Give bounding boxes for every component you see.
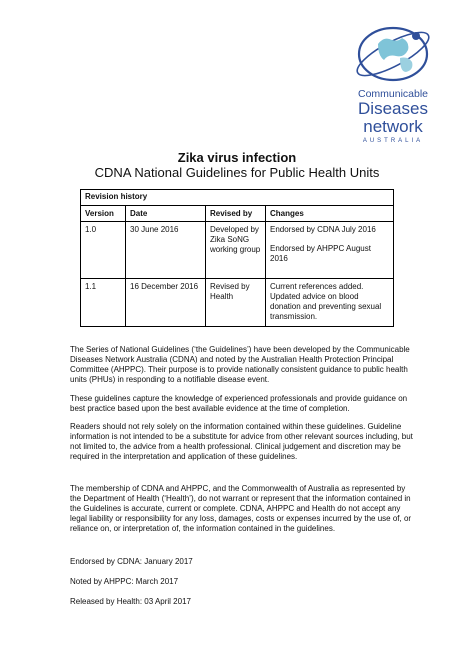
cell-version: 1.0 — [81, 222, 126, 279]
table-header-row — [81, 206, 394, 222]
change-line: Endorsed by AHPPC August 2016 — [270, 244, 371, 263]
logo-line-network: network — [363, 117, 423, 136]
change-line: Endorsed by CDNA July 2016 — [270, 225, 376, 234]
paragraph-disclaimer: The membership of CDNA and AHPPC, and the Commonwealth of Australia as represented by the Department of Health (‘Health’), do not warrant or represent that the information contained in the Guidelines is accurate, current or complete. CDNA, AHPPC and Health do not accept any legal liability or responsibility for any loss, damages, costs or expenses incurred by the use of, or reliance on, or interpretation of, the information contained in the guidelines. — [70, 484, 412, 533]
cell-version: 1.1 — [81, 279, 126, 327]
logo-line-diseases: Diseases — [358, 99, 428, 118]
cell-revised-by: Revised by Health — [206, 279, 266, 327]
cell-changes: Current references added. Updated advice on blood donation and preventing sexual transmission. — [266, 279, 394, 327]
paragraph-readers: Readers should not rely solely on the information contained within these guidelines. Guideline information is not intended to be a substitute for advice from other relevant sources including, but not limited to, the advice from a health professional. Clinical judgement and discretion may be required in the interpretation and application of these guidelines. — [70, 422, 413, 461]
document-subtitle: CDNA National Guidelines for Public Health Units — [94, 165, 380, 180]
table-row — [81, 279, 394, 327]
logo-line-australia: AUSTRALIA — [362, 138, 424, 144]
cell-date: 16 December 2016 — [126, 279, 206, 327]
paragraph-knowledge: These guidelines capture the knowledge of experienced professionals and provide guidance on best practice based upon the best available evidence at the time of completion. — [70, 394, 408, 413]
column-header-revised-by: Revised by — [206, 206, 266, 222]
cell-date: 30 June 2016 — [126, 222, 206, 279]
logo-line-communicable: Communicable — [357, 88, 429, 100]
noted-line: Noted by AHPPC: March 2017 — [70, 577, 179, 586]
globe-logo-icon — [350, 16, 436, 88]
released-line: Released by Health: 03 April 2017 — [70, 597, 191, 606]
column-header-changes: Changes — [266, 206, 394, 222]
table-row — [81, 222, 394, 279]
paragraph-intro: The Series of National Guidelines (‘the Guidelines’) have been developed by the Communicable Diseases Network Australia (CDNA) and noted by the Australian Health Protection Principal Committee (AHPPC). Their purpose is to provide nationally consistent guidance to public health units (PHUs) in responding to a notifiable disease event. — [70, 345, 410, 384]
revision-history-table — [80, 189, 394, 327]
cdna-logo — [340, 16, 446, 144]
column-header-date: Date — [126, 206, 206, 222]
revision-history-heading-row — [81, 190, 394, 206]
cell-changes — [266, 222, 394, 279]
endorsed-line: Endorsed by CDNA: January 2017 — [70, 557, 193, 566]
revision-history-heading: Revision history — [81, 190, 394, 206]
column-header-version: Version — [81, 206, 126, 222]
document-title: Zika virus infection — [177, 150, 297, 165]
cell-revised-by: Developed by Zika SoNG working group — [206, 222, 266, 279]
